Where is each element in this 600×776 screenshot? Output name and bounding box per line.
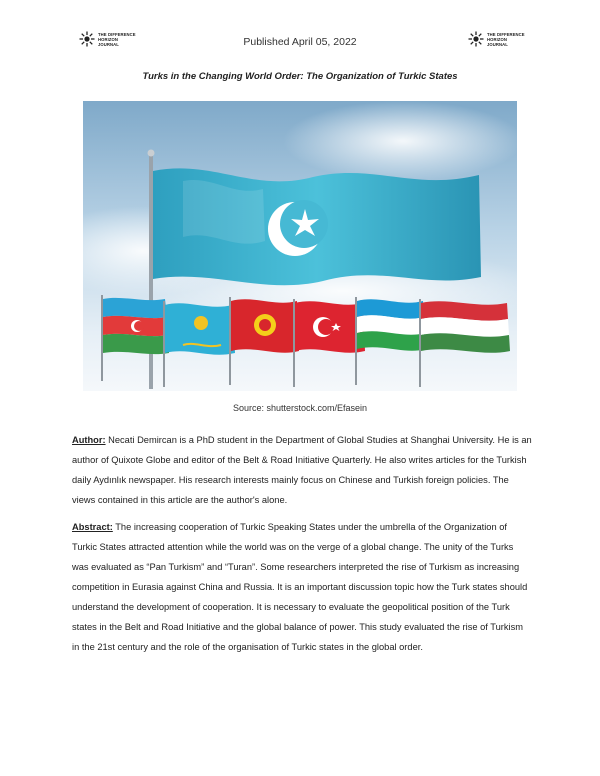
image-caption: Source: shutterstock.com/Efasein — [232, 403, 368, 413]
journal-logo-right — [468, 31, 525, 47]
logo-line-3: JOURNAL — [487, 41, 508, 47]
article-title: Turks in the Changing World Order: The Organization of Turkic States — [142, 71, 458, 82]
logo-line-1: THE DIFFERENCE — [98, 31, 136, 37]
logo-line-1: THE DIFFERENCE — [487, 31, 525, 37]
ots-flag-icon — [153, 168, 481, 285]
author-label: Author: — [72, 435, 106, 445]
logo-wordmark — [487, 32, 525, 47]
logo-line-3: JOURNAL — [98, 41, 119, 47]
sunburst-logo-icon — [468, 31, 484, 47]
flags-hero-image — [83, 101, 517, 391]
logo-line-2: HORIZON — [98, 36, 119, 42]
published-date: Published April 05, 2022 — [243, 36, 357, 48]
logo-line-2: HORIZON — [487, 36, 508, 42]
abstract-paragraph — [72, 517, 532, 657]
abstract-text: The increasing cooperation of Turkic Speaking States under the umbrella of the Organization of Turkic States attracted attention while the world was on the verge of a global change. The unity of the Turks was evaluated as “Pan Turkism” and “Turan”. Some researchers interpreted the rise of Turkism as increasing competition in Eurasia against China and Russia. It is an important discussion topic how the Turk states should understand the development of cooperation. It is necessary to evaluate the geopolitical position of the Turk states in the Belt and Road Initiative and the global balance of power. This study evaluated the rise of Turkism in the 21st century and the role of the organisation of Turkic states in the global order. — [72, 522, 528, 652]
abstract-label: Abstract: — [72, 522, 113, 532]
author-text: Necati Demircan is a PhD student in the Department of Global Studies at Shanghai University. He is an author of Quixote Globe and editor of the Belt & Road Initiative Quarterly. He also writes articles for the Turkish daily Aydınlık newspaper. His research interests mainly focus on Chinese and Turkish foreign policies. The views contained in this article are the author's alone. — [72, 435, 532, 505]
author-paragraph — [72, 430, 532, 510]
